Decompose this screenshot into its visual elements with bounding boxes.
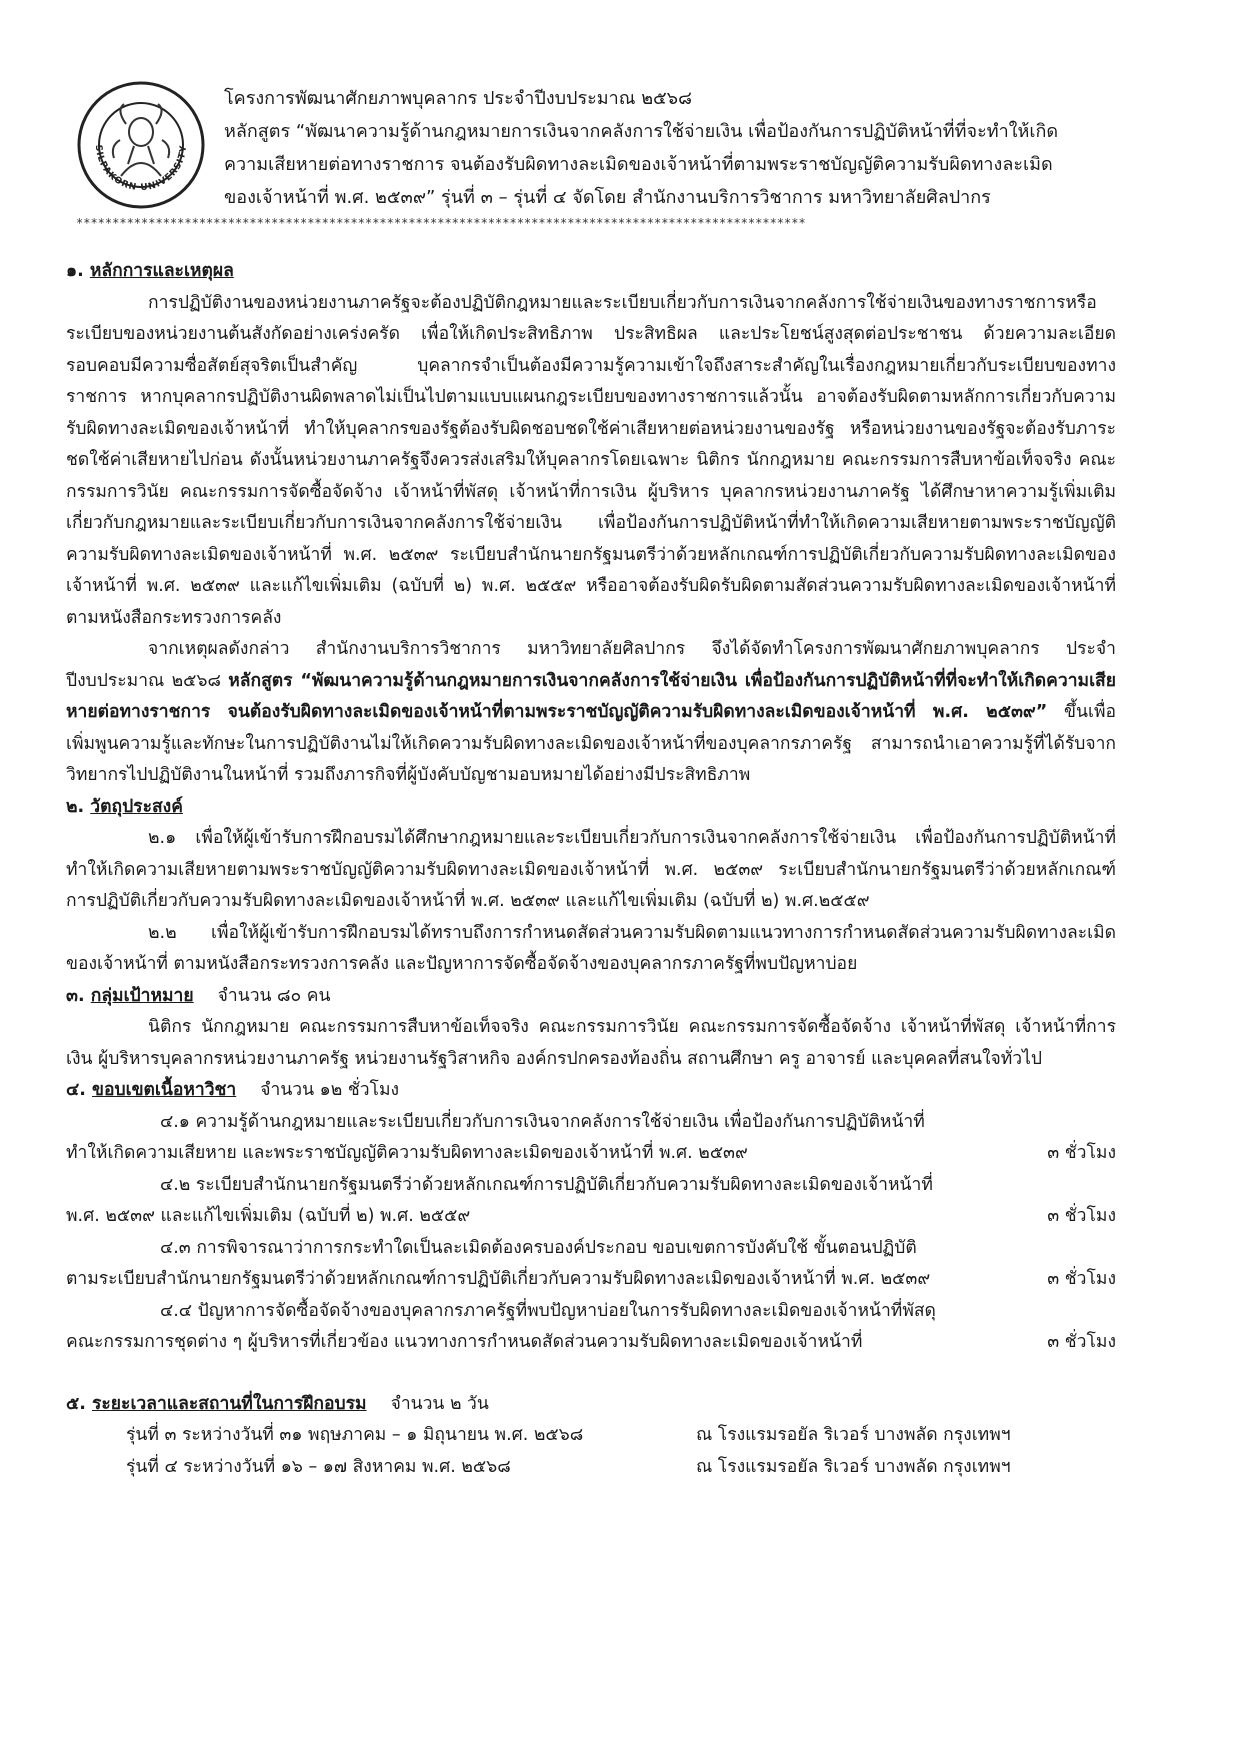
section-1-paragraph-2 — [66, 634, 1116, 792]
list-item-line-2: ทำให้เกิดความเสียหาย และพระราชบัญญัติความรับผิดทางละเมิดของเจ้าหน้าที่ พ.ศ. ๒๕๓๙ — [66, 1143, 748, 1163]
list-item — [66, 1296, 1116, 1359]
list-item-line-2: พ.ศ. ๒๕๓๙ และแก้ไขเพิ่มเติม (ฉบับที่ ๒) พ.ศ. ๒๕๕๙ — [66, 1206, 471, 1226]
section-2-item-2: ๒.๒ เพื่อให้ผู้เข้ารับการฝึกอบรมได้ทราบถึงการกำหนดสัดส่วนความรับผิดตามแนวทางการกำหนดสัดส่วนความรับผิดทางละเมิดของเจ้าหน้าที่ ตามหนังสือกระทรวงการคลัง และปัญหาการจัดซื้อจัดจ้างของบุคลากรภาครัฐที่พบปัญหาบ่อย — [66, 922, 1116, 974]
seal-label: SILPAKORN UNIVERSITY — [92, 144, 190, 194]
schedule-venue: ณ โรงแรมรอยัล ริเวอร์ บางพลัด กรุงเทพฯ — [696, 1425, 1011, 1445]
list-item — [66, 1107, 1116, 1170]
section-2-number: ๒. — [66, 796, 85, 817]
section-3-heading — [66, 981, 1116, 1013]
list-item-line-1: ๔.๒ ระเบียบสำนักนายกรัฐมนตรีว่าด้วยหลักเกณฑ์การปฏิบัติเกี่ยวกับความรับผิดทางละเมิดของเจ้าหน้าที่ — [160, 1174, 933, 1195]
list-item-hours: ๓ ชั่วโมง — [1047, 1206, 1116, 1226]
list-item-line-1: ๔.๑ ความรู้ด้านกฎหมายและระเบียบเกี่ยวกับการเงินจากคลังการใช้จ่ายเงิน เพื่อป้องกันการปฏิบัติหน้าที่ — [160, 1111, 925, 1132]
list-item-line-1: ๔.๔ ปัญหาการจัดซื้อจัดจ้างของบุคลากรภาครัฐที่พบปัญหาบ่อยในการรับผิดทางละเมิดของเจ้าหน้าที่พัสดุ — [160, 1300, 936, 1321]
document-header — [76, 68, 1136, 218]
section-2-title: วัตถุประสงค์ — [90, 796, 183, 817]
section-5-count: จำนวน ๒ วัน — [390, 1393, 489, 1414]
section-5-number: ๕. — [66, 1393, 86, 1414]
section-4-title: ขอบเขตเนื้อหาวิชา — [92, 1080, 237, 1100]
section-1-paragraph-2-intro: จากเหตุผลดังกล่าว สำนักงานบริการวิชาการ มหาวิทยาลัยศิลปากร จึงได้จัดทำโครงการพัฒนาศักยภาพบุคลากร ประจำปีงบประมาณ ๒๕๖๘ — [66, 639, 1116, 691]
section-1-number: ๑. — [66, 261, 84, 281]
section-1-title: หลักการและเหตุผล — [89, 261, 234, 281]
schedule-date: รุ่นที่ ๔ ระหว่างวันที่ ๑๖ – ๑๗ สิงหาคม พ.ศ. ๒๕๖๘ — [126, 1456, 511, 1477]
section-5-heading — [66, 1389, 1116, 1421]
header-line-3: ความเสียหายต่อทางราชการ จนต้องรับผิดทางละเมิดของเจ้าหน้าที่ตามพระราชบัญญัติความรับผิดทางละเมิด — [224, 154, 1053, 175]
schedule-date: รุ่นที่ ๓ ระหว่างวันที่ ๓๑ พฤษภาคม – ๑ มิถุนายน พ.ศ. ๒๕๖๘ — [126, 1425, 584, 1445]
list-item-hours: ๓ ชั่วโมง — [1047, 1143, 1116, 1163]
university-seal-icon — [76, 80, 206, 210]
section-4-number: ๔. — [66, 1080, 86, 1100]
asterisk-divider: ***************************************************************************************************** — [76, 216, 806, 230]
list-item-hours: ๓ ชั่วโมง — [1047, 1269, 1116, 1289]
section-1-paragraph-2-rest: ขึ้นเพื่อเพิ่มพูนความรู้และทักษะในการปฏิบัติงานไม่ให้เกิดความรับผิดทางละเมิดของเจ้าหน้าที่ของบุคลากรภาครัฐ สามารถนำเอาความรู้ที่ได้รับจากวิทยากรไปปฏิบัติงานในหน้าที่ รวมถึงภารกิจที่ผู้บังคับบัญชามอบหมายได้อย่างมีประสิทธิภาพ — [66, 702, 1116, 785]
header-line-2: หลักสูตร “พัฒนาความรู้ด้านกฎหมายการเงินจากคลังการใช้จ่ายเงิน เพื่อป้องกันการปฏิบัติหน้าที่ที่จะทำให้เกิด — [224, 121, 1059, 142]
section-4-heading — [66, 1075, 1116, 1107]
section-2-item-1: ๒.๑ เพื่อให้ผู้เข้ารับการฝึกอบรมได้ศึกษากฎหมายและระเบียบเกี่ยวกับการเงินจากคลังการใช้จ่ายเงิน เพื่อป้องกันการปฏิบัติหน้าที่ทำให้เกิดความเสียหายตามพระราชบัญญัติความรับผิดทางละเมิดของเจ้าหน้าที่ พ.ศ. ๒๕๓๙ ระเบียบสำนักนายกรัฐมนตรีว่าด้วยหลักเกณฑ์การปฏิบัติเกี่ยวกับความรับผิดทางละเมิดของเจ้าหน้าที่ พ.ศ. ๒๕๓๙ และแก้ไขเพิ่มเติม (ฉบับที่ ๒) พ.ศ.๒๕๕๙ — [66, 828, 1116, 911]
schedule-row — [126, 1452, 1116, 1484]
section-1-course-title: หลักสูตร “พัฒนาความรู้ด้านกฎหมายการเงินจากคลังการใช้จ่ายเงิน เพื่อป้องกันการปฏิบัติหน้าที่ที่จะทำให้เกิดความเสียหายต่อทางราชการ จนต้องรับผิดทางละเมิดของเจ้าหน้าที่ตามพระราชบัญญัติความรับผิดทางละเมิดของเจ้าหน้าที่ พ.ศ. ๒๕๓๙” — [66, 670, 1116, 722]
section-4-count: จำนวน ๑๒ ชั่วโมง — [260, 1080, 400, 1100]
list-item-line-1: ๔.๓ การพิจารณาว่าการกระทำใดเป็นละเมิดต้องครบองค์ประกอบ ขอบเขตการบังคับใช้ ขั้นตอนปฏิบัติ — [160, 1237, 917, 1258]
section-3-number: ๓. — [66, 985, 85, 1006]
section-2-heading — [66, 792, 1116, 824]
section-1-heading — [66, 256, 1116, 288]
list-item-hours: ๓ ชั่วโมง — [1047, 1332, 1116, 1352]
section-3-paragraph: นิติกร นักกฎหมาย คณะกรรมการสืบหาข้อเท็จจริง คณะกรรมการวินัย คณะกรรมการจัดซื้อจัดจ้าง เจ้าหน้าที่พัสดุ เจ้าหน้าที่การเงิน ผู้บริหารบุคลากรหน่วยงานภาครัฐ หน่วยงานรัฐวิสาหกิจ องค์กรปกครองท้องถิ่น สถานศึกษา ครู อาจารย์ และบุคคลที่สนใจทั่วไป — [66, 1017, 1116, 1069]
schedule-row — [126, 1420, 1116, 1452]
schedule-list — [66, 1420, 1116, 1483]
list-item-line-2: ตามระเบียบสำนักนายกรัฐมนตรีว่าด้วยหลักเกณฑ์การปฏิบัติเกี่ยวกับความรับผิดทางละเมิดของเจ้าหน้าที่ พ.ศ. ๒๕๓๙ — [66, 1269, 931, 1289]
section-1-paragraph-1: การปฏิบัติงานของหน่วยงานภาครัฐจะต้องปฏิบัติกฎหมายและระเบียบเกี่ยวกับการเงินจากคลังการใช้จ่ายเงินของทางราชการหรือระเบียบของหน่วยงานต้นสังกัดอย่างเคร่งครัด เพื่อให้เกิดประสิทธิภาพ ประสิทธิผล และประโยชน์สูงสุดต่อประชาชน ด้วยความละเอียดรอบคอบมีความซื่อสัตย์สุจริตเป็นสำคัญ บุคลากรจำเป็นต้องมีความรู้ความเข้าใจถึงสาระสำคัญในเรื่องกฎหมายเกี่ยวกับระเบียบของทางราชการ หากบุคลากรปฏิบัติงานผิดพลาดไม่เป็นไปตามแบบแผนกฎระเบียบของทางราชการแล้วนั้น อาจต้องรับผิดตามหลักการเกี่ยวกับความรับผิดทางละเมิดของเจ้าหน้าที่ ทำให้บุคลากรของรัฐต้องรับผิดชอบชดใช้ค่าเสียหายต่อหน่วยงานของรัฐ หรือหน่วยงานของรัฐจะต้องรับภาระชดใช้ค่าเสียหายไปก่อน ดังนั้นหน่วยงานภาครัฐจึงควรส่งเสริมให้บุคลากรโดยเฉพาะ นิติกร นักกฎหมาย คณะกรรมการสืบหาข้อเท็จจริง คณะกรรมการวินัย คณะกรรมการจัดซื้อจัดจ้าง เจ้าหน้าที่พัสดุ เจ้าหน้าที่การเงิน ผู้บริหาร บุคลากรหน่วยงานภาครัฐ ได้ศึกษาหาความรู้เพิ่มเติมเกี่ยวกับกฎหมายและระเบียบเกี่ยวกับการเงินจากคลังการใช้จ่ายเงิน เพื่อป้องกันการปฏิบัติหน้าที่ทำให้เกิดความเสียหายตามพระราชบัญญัติความรับผิดทางละเมิดของเจ้าหน้าที่ พ.ศ. ๒๕๓๙ ระเบียบสำนักนายกรัฐมนตรีว่าด้วยหลักเกณฑ์การปฏิบัติเกี่ยวกับความรับผิดทางละเมิดของเจ้าหน้าที่ พ.ศ. ๒๕๓๙ และแก้ไขเพิ่มเติม (ฉบับที่ ๒) พ.ศ. ๒๕๕๙ หรืออาจต้องรับผิดรับผิดตามสัดส่วนความรับผิดทางละเมิดของเจ้าหน้าที่ ตามหนังสือกระทรวงการคลัง — [66, 292, 1116, 628]
section-5-title: ระยะเวลาและสถานที่ในการฝึกอบรม — [92, 1393, 367, 1414]
list-item-line-2: คณะกรรมการชุดต่าง ๆ ผู้บริหารที่เกี่ยวข้อง แนวทางการกำหนดสัดส่วนความรับผิดทางละเมิดของเจ้าหน้าที่ — [66, 1332, 863, 1352]
svg-text:SILPAKORN UNIVERSITY — [93, 144, 189, 193]
header-line-4: ของเจ้าหน้าที่ พ.ศ. ๒๕๓๙” รุ่นที่ ๓ – รุ่นที่ ๔ จัดโดย สำนักงานบริการวิชาการ มหาวิทยาลัยศิลปากร — [224, 187, 991, 208]
document-body — [66, 256, 1116, 1483]
header-text — [224, 82, 1144, 214]
list-item — [66, 1170, 1116, 1233]
schedule-venue: ณ โรงแรมรอยัล ริเวอร์ บางพลัด กรุงเทพฯ — [696, 1456, 1011, 1477]
section-3-count: จำนวน ๘๐ คน — [217, 985, 331, 1006]
section-3-title: กลุ่มเป้าหมาย — [90, 985, 194, 1006]
section-4-list — [66, 1107, 1116, 1359]
header-line-1: โครงการพัฒนาศักยภาพบุคลากร ประจำปีงบประมาณ ๒๕๖๘ — [224, 88, 692, 109]
list-item — [66, 1233, 1116, 1296]
